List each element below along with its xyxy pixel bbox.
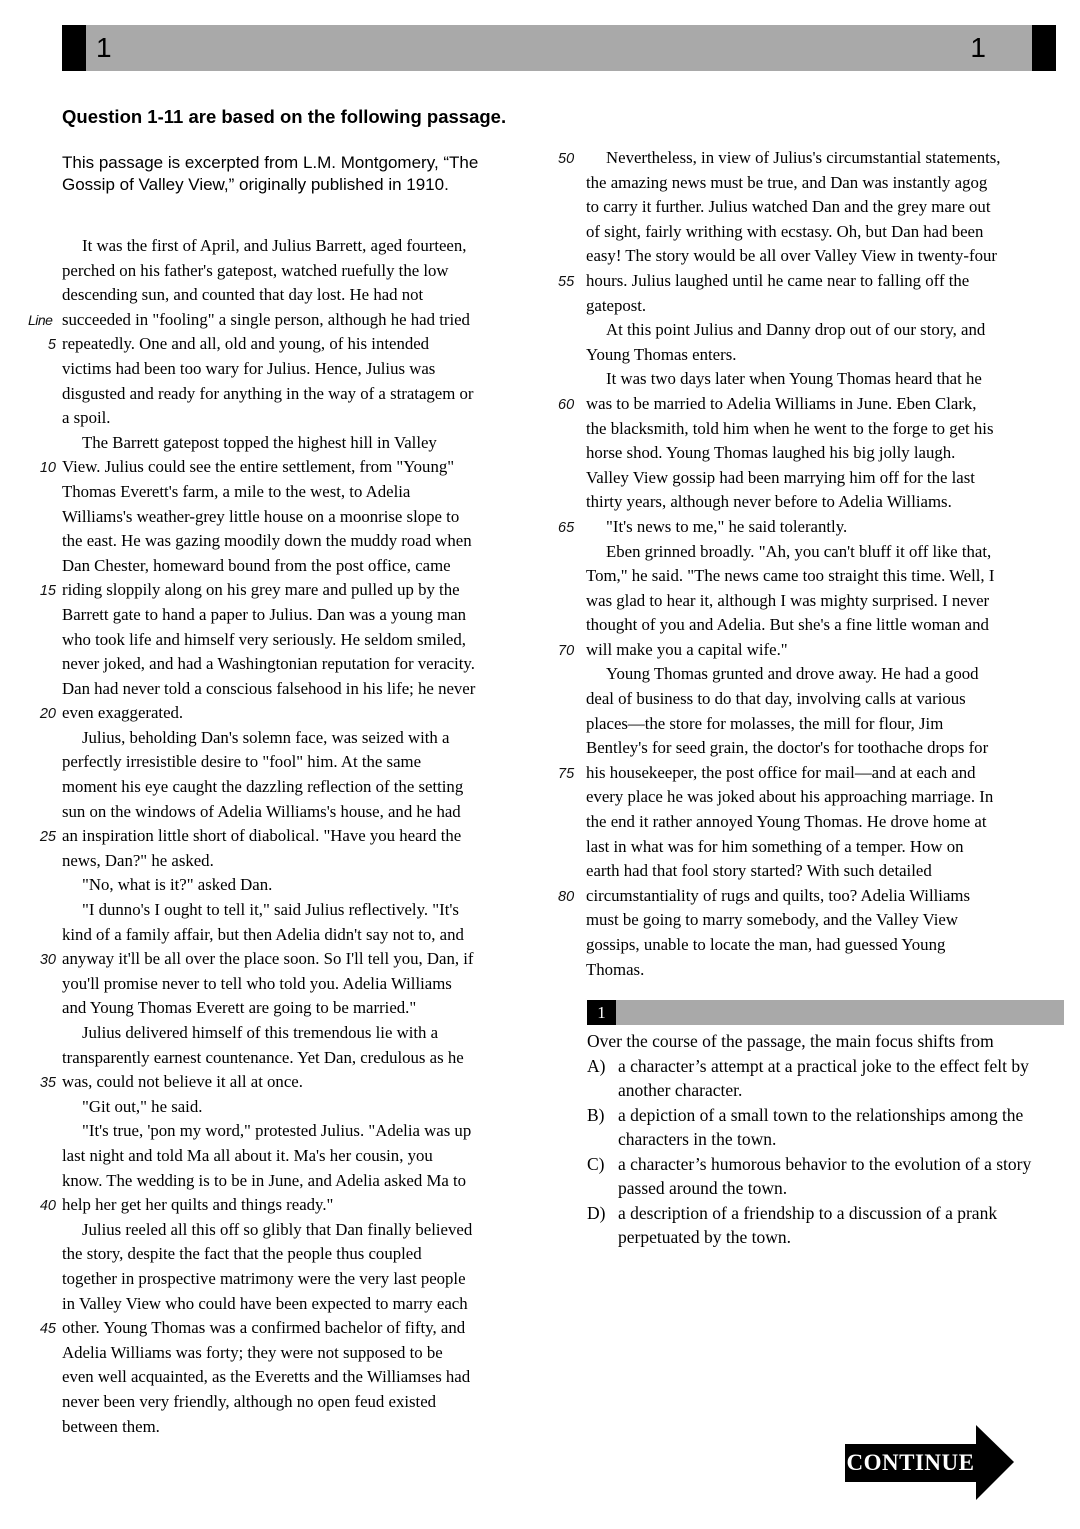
passage-line-text: hours. Julius laughed until he came near to falling off the [586,270,970,290]
passage-line-text: gossips, unable to locate the man, had guessed Young [586,935,946,954]
passage-line-text: Julius delivered himself of this tremendous lie with a [82,1023,439,1042]
passage-line-text: perched on his father's gatepost, watched ruefully the low [62,260,449,280]
passage-line-text: repeatedly. One and all, old and young, of his intended [62,334,430,354]
passage-line-text: The Barrett gatepost topped the highest hill in Valley [82,432,437,452]
choice-text: a character’s attempt at a practical joke to the effect felt by another character. [618,1055,1029,1100]
passage-line [28,703,557,728]
choice-letter: B) [587,1104,605,1125]
passage-line-text: together in prospective matrimony were the very last people [62,1268,466,1288]
passage-line-text: It was the first of April, and Julius Barrett, aged fourteen, [82,236,467,255]
line-number: 50 [558,151,575,167]
passage-line [558,861,1070,886]
choice-c[interactable] [587,1152,1064,1201]
passage-line [28,457,557,482]
passage-line-text: disgusted and ready for anything in the way of a stratagem or [62,383,474,403]
passage-line [28,875,557,900]
passage-line-text: descending sun, and counted that day lost. He had not [62,285,424,305]
passage-line-text: Thomas Everett's farm, a mile to the west, to Adelia [62,481,411,501]
passage-line [558,345,1070,370]
line-number: 20 [39,706,56,723]
passage-line [558,173,1070,198]
passage-line [28,408,557,433]
line-number: 75 [558,765,575,782]
passage-line [28,752,557,777]
passage-line-text: Thomas. [586,959,645,979]
passage-line [558,689,1070,714]
passage-line-text: places—the store for molasses, the mill for flour, Jim [586,713,944,733]
passage-line-text: Valley View gossip had been marrying him off for the last [586,467,975,487]
passage-line [28,802,557,827]
passage-line [28,654,557,679]
passage-line [558,320,1070,345]
passage-line [28,482,557,507]
passage-line [28,236,557,261]
passage-line-text: Young Thomas grunted and drove away. He had a good [606,664,979,684]
passage-line-text: thirty years, although never before to Adelia Williams. [586,492,952,512]
passage-line-text: will make you a capital wife." [586,639,788,659]
passage-line-text: Barrett gate to hand a paper to Julius. Dan was a young man [62,604,467,624]
passage-line [28,777,557,802]
passage-line-text: "No, what is it?" asked Dan. [82,875,273,895]
right-column [558,108,1070,984]
passage-line-text: Eben grinned broadly. "Ah, you can't bluff it off like that, [606,541,992,561]
passage-line [28,285,557,310]
passage-line-text: deal of business to do that day, involving calls at various [586,689,966,709]
passage-line [28,1146,557,1171]
passage-line [558,443,1070,468]
passage-line-text: transparently earnest countenance. Yet Dan, credulous as he [62,1047,464,1067]
passage-line [558,542,1070,567]
passage-line [28,925,557,950]
passage-line [28,998,557,1023]
passage-line [558,738,1070,763]
passage-line-text: "Git out," he said. [82,1096,203,1116]
section-number-right: 1 [970,32,986,63]
passage-line [28,1097,557,1122]
choice-text: a depiction of a small town to the relationships among the characters in the town. [618,1104,1024,1149]
passage-line-text: even well acquainted, as the Everetts and the Williamses had [62,1367,471,1387]
passage-line-text: was to be married to Adelia Williams in June. Eben Clark, [586,393,977,413]
passage-line-text: help her get her quilts and things ready." [62,1195,334,1215]
passage-line-text: victims had been too wary for Julius. Hence, Julius was [62,358,436,378]
passage-line [28,1294,557,1319]
header-left-black-box [62,25,86,71]
passage-line [28,949,557,974]
continue-button[interactable] [845,1425,1015,1500]
passage-line [28,359,557,384]
continue-label: CONTINUE [846,1450,975,1475]
passage-line [558,960,1070,985]
passage-line [28,580,557,605]
passage-line-text: Dan Chester, homeward bound from the post office, came [62,555,451,575]
passage-line-text: Adelia Williams was forty; they were not supposed to be [62,1342,443,1362]
passage-line-text: last night and told Ma all about it. Ma's her cousin, you [62,1145,433,1165]
answer-choices [587,1054,1064,1250]
passage-line-text: Tom," he said. "The news came too straight this time. Well, I [586,566,995,586]
passage-line-text: news, Dan?" he asked. [62,850,214,870]
passage-line-text: Williams's weather-grey little house on a moonrise slope to [62,506,460,526]
passage-line-text: you'll promise never to tell who told you. Adelia Williams [62,973,452,993]
passage-line [558,468,1070,493]
header-right-black-box [1032,25,1056,71]
choice-letter: A) [587,1055,606,1076]
passage-line-text: and Young Thomas Everett are going to be married." [62,998,417,1018]
passage-line-text: never joked, and had a Washingtonian reputation for veracity. [62,654,475,674]
question-number-bar [587,1000,1064,1025]
passage-line-text: never been very friendly, although no open feud existed [62,1391,437,1411]
passage-line-text: the end it rather annoyed Young Thomas. He drove home at [586,812,987,832]
line-number: 70 [558,642,575,659]
passage-line-text: was, could not believe it all at once. [62,1072,303,1092]
passage-line-text: Nevertheless, in view of Julius's circumstantial statements, [606,148,1001,167]
passage-line-text: between them. [62,1416,160,1436]
passage-line [558,935,1070,960]
choice-b[interactable] [587,1103,1064,1152]
passage-line [558,640,1070,665]
passage-line-text: every place he was joked about his approaching marriage. In [586,787,994,807]
passage-line [558,714,1070,739]
passage-line-text: know. The wedding is to be in June, and Adelia asked Ma to [62,1170,467,1190]
passage-line [558,492,1070,517]
question-1 [587,1000,1064,1250]
passage-line-text: the story, despite the fact that the people thus coupled [62,1244,422,1264]
passage-line-text: perfectly irresistible desire to "fool" him. At the same [62,752,422,772]
passage-line [28,900,557,925]
line-number: 40 [39,1198,56,1215]
passage-line [28,630,557,655]
passage-line [558,517,1070,542]
passage-line-text: earth had that fool story started? With such detailed [586,861,932,881]
passage-line [558,222,1070,247]
passage-line-text: his housekeeper, the post office for mail—and at each and [586,762,976,782]
passage-line-text: the east. He was gazing moodily down the muddy road when [62,531,472,551]
passage-line [28,310,557,335]
passage-line [558,369,1070,394]
passage-line [28,261,557,286]
line-number: 35 [39,1075,56,1092]
line-number: 55 [558,273,575,290]
passage-line-text: "I dunno's I ought to tell it," said Julius reflectively. "It's [82,900,459,920]
passage-line-text: a spoil. [62,408,111,428]
passage-line [28,1023,557,1048]
passage-line-text: "It's true, 'pon my word," protested Julius. "Adelia was up [82,1121,472,1141]
passage-line-text: succeeded in "fooling" a single person, although he had tried [62,309,470,329]
line-number: 10 [39,460,56,477]
passage-line-text: to carry it further. Julius watched Dan and the grey mare out [586,197,991,217]
line-number: 30 [39,952,56,969]
line-number: 60 [558,396,575,413]
passage-line [28,1072,557,1097]
passage-line [558,271,1070,296]
passage-line [28,1343,557,1368]
question-stem: Over the course of the passage, the main focus shifts from [587,1031,994,1051]
passage-line [28,1171,557,1196]
passage-line [558,148,1070,173]
passage-line [28,531,557,556]
passage-line [558,787,1070,812]
passage-line [558,419,1070,444]
passage-line [28,1244,557,1269]
passage-line [558,910,1070,935]
passage-line-text: who took life and himself very seriously. He seldom smiled, [62,629,466,649]
passage-line-text: anyway it'll be all over the place soon. So I'll tell you, Dan, if [62,949,474,969]
line-number: 15 [39,583,56,600]
passage-line [558,591,1070,616]
passage-line [28,728,557,753]
choice-d[interactable] [587,1201,1064,1250]
passage-line [28,433,557,458]
passage-line-text: an inspiration little short of diabolical. "Have you heard the [62,826,462,846]
question-number: 1 [587,1000,616,1025]
passage-line [28,1220,557,1245]
passage-line-text: View. Julius could see the entire settlement, from "Young" [62,457,455,477]
continue-arrow-icon [976,1425,1014,1500]
passage-line [558,837,1070,862]
passage-line [28,826,557,851]
passage-line-text: moment his eye caught the dazzling reflection of the setting [62,777,464,797]
passage-line-text: even exaggerated. [62,703,184,723]
passage-line [28,1367,557,1392]
passage-line-text: other. Young Thomas was a confirmed bachelor of fifty, and [62,1318,466,1338]
passage-line-text: horse shod. Young Thomas laughed his big jolly laugh. [586,443,956,463]
passage-line-text: in Valley View who could have been expected to marry each [62,1293,468,1313]
line-number: 80 [558,888,575,905]
passage-line-text: last in what was for him something of a temper. How on [586,836,964,856]
passage-line [28,851,557,876]
passage-line [28,1269,557,1294]
passage-line-text: easy! The story would be all over Valley View in twenty-four [586,246,997,266]
passage-line-text: sun on the windows of Adelia Williams's house, and he had [62,801,461,821]
passage-line [28,507,557,532]
passage-line [28,334,557,359]
section-number-left: 1 [96,32,112,63]
choice-text: a description of a friendship to a discussion of a prank perpetuated by the town. [618,1202,998,1247]
passage-line [558,615,1070,640]
choice-text: a character’s humorous behavior to the evolution of a story passed around the town. [618,1153,1032,1198]
passage-line [558,886,1070,911]
passage-line-text: Dan had never told a conscious falsehood in his life; he never [62,678,476,698]
passage-line-text: Julius, beholding Dan's solemn face, was seized with a [82,727,450,747]
passage-line [28,605,557,630]
passage-line-text: of sight, fairly writhing with ecstasy. Oh, but Dan had been [586,221,984,241]
passage-line [28,1417,557,1442]
passage-line-text: Julius reeled all this off so glibly that Dan finally believed [82,1219,473,1239]
passage-line-text: riding sloppily along on his grey mare and pulled up by the [62,580,460,600]
choice-letter: D) [587,1202,606,1223]
passage-line [558,296,1070,321]
line-number: 5 [47,337,56,354]
line-number: 65 [558,519,575,536]
passage-line [558,566,1070,591]
line-label: Line [28,311,53,328]
passage-line [28,1318,557,1343]
passage-line-text: the blacksmith, told him when he went to the forge to get his [586,418,994,438]
passage-line [28,1392,557,1417]
passage-line [558,246,1070,271]
line-number: 45 [39,1321,56,1338]
passage-right-lines [558,148,1070,984]
passage-line [28,556,557,581]
passage-line-text: was glad to hear it, although I was mighty surprised. I never [586,590,990,610]
passage-line [28,974,557,999]
section-header-bar [62,25,1056,71]
passage-line [558,394,1070,419]
line-number: 25 [39,829,56,846]
passage-line-text: gatepost. [586,295,647,315]
passage-line [28,679,557,704]
passage-line [558,763,1070,788]
passage-line-text: At this point Julius and Danny drop out of our story, and [606,320,986,340]
passage-line [558,197,1070,222]
passage-line [558,812,1070,837]
passage-line [28,1195,557,1220]
passage-line [28,1121,557,1146]
passage-line-text: kind of a family affair, but then Adelia didn't say not to, and [62,924,464,944]
passage-line-text: "It's news to me," he said tolerantly. [606,516,848,536]
left-column [28,103,557,1441]
passage-line-text: must be going to marry somebody, and the Valley View [586,910,959,930]
choice-a[interactable] [587,1054,1064,1103]
passage-line [28,384,557,409]
passage-line [558,664,1070,689]
passage-line-text: Bentley's for seed grain, the doctor's for toothache drops for [586,738,989,758]
passage-line-text: thought of you and Adelia. But she's a fine little woman and [586,615,989,635]
passage-line-text: the amazing news must be true, and Dan was instantly agog [586,172,988,192]
passage-left-lines [28,236,557,1441]
passage-source-note: This passage is excerpted from L.M. Montgomery, “The Gossip of Valley View,” originally published in 1910. [62,153,479,194]
passage-line-text: circumstantiality of rugs and quilts, too? Adelia Williams [586,885,970,905]
passage-line-text: Young Thomas enters. [586,344,737,364]
passage-line [28,1048,557,1073]
continue-rect [845,1444,976,1482]
choice-letter: C) [587,1153,605,1174]
passage-line-text: It was two days later when Young Thomas heard that he [606,369,982,389]
passage-directions: Question 1-11 are based on the following passage. [62,106,507,127]
